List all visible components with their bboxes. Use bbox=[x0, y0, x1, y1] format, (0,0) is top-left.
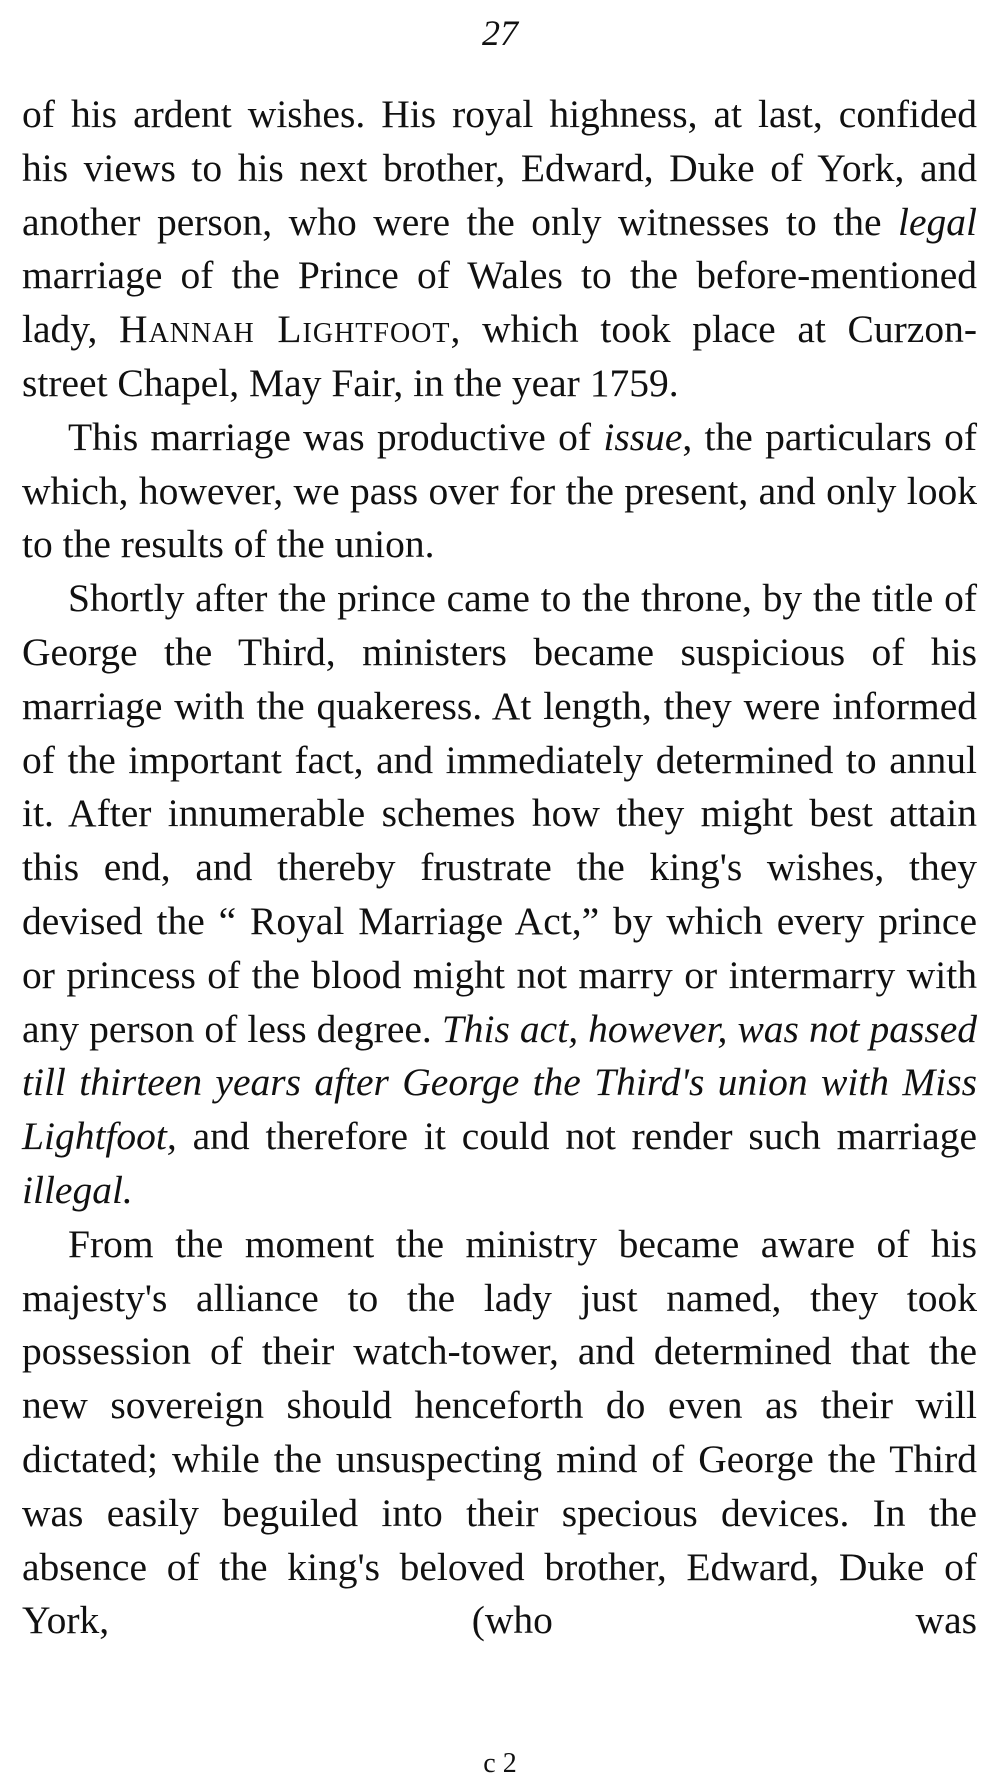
segment: , which took place at Curzon-street Chapel, May Fair, in the year 1759. bbox=[22, 307, 977, 405]
segment-italic: legal bbox=[898, 199, 977, 244]
paragraph-1 bbox=[22, 88, 977, 411]
segment: From the moment the ministry became aware of his majesty's alliance to the lady just named, they took possession of their watch-tower, and determined that the new sovereign should henceforth do even as their will dictated; while the unsuspecting mind of George the Third was easily beguiled into their specious devices. In the absence of the king's beloved brother, Edward, Duke of York, (who was bbox=[22, 1221, 977, 1643]
segment: marriage of the Prince of Wales to the before-mentioned lady, bbox=[22, 253, 977, 352]
segment: This marriage was productive of bbox=[68, 414, 604, 459]
body-text bbox=[22, 88, 977, 1648]
segment-italic: issue bbox=[603, 414, 683, 459]
paragraph-4 bbox=[22, 1218, 977, 1648]
page-number: 27 bbox=[482, 13, 518, 53]
segment: Shortly after the prince came to the throne, by the title of George the Third, ministers became suspicious of his marriage with the quakeress. At length, they were informed of the important fact, and immediately determined to annul it. After innumerable schemes how they might best attain this end, and thereby frustrate the king's wishes, they devised the “ Royal Marriage Act,” by which every prince or princess of the blood might not marry or intermarry with any person of less degree. bbox=[22, 576, 977, 1051]
segment: and therefore it could not render such marriage bbox=[176, 1114, 977, 1159]
segment: of his ardent wishes. His royal highness, at last, confided his views to his next brother, Edward, Duke of York, and another person, who were the only witnesses to the bbox=[22, 92, 977, 244]
paragraph-3 bbox=[22, 572, 977, 1218]
segment: , the particulars of which, however, we pass over for the present, and only look to the results of the union. bbox=[22, 414, 978, 567]
segment-italic: This act, however, was not passed till thirteen years after George the Third's union with Miss Lightfoot, bbox=[22, 1006, 977, 1159]
segment-italic: illegal. bbox=[22, 1167, 133, 1212]
segment-smallcaps: Hannah Lightfoot bbox=[119, 307, 451, 352]
signature-mark: c 2 bbox=[483, 1748, 517, 1779]
paragraph-2 bbox=[22, 411, 977, 572]
